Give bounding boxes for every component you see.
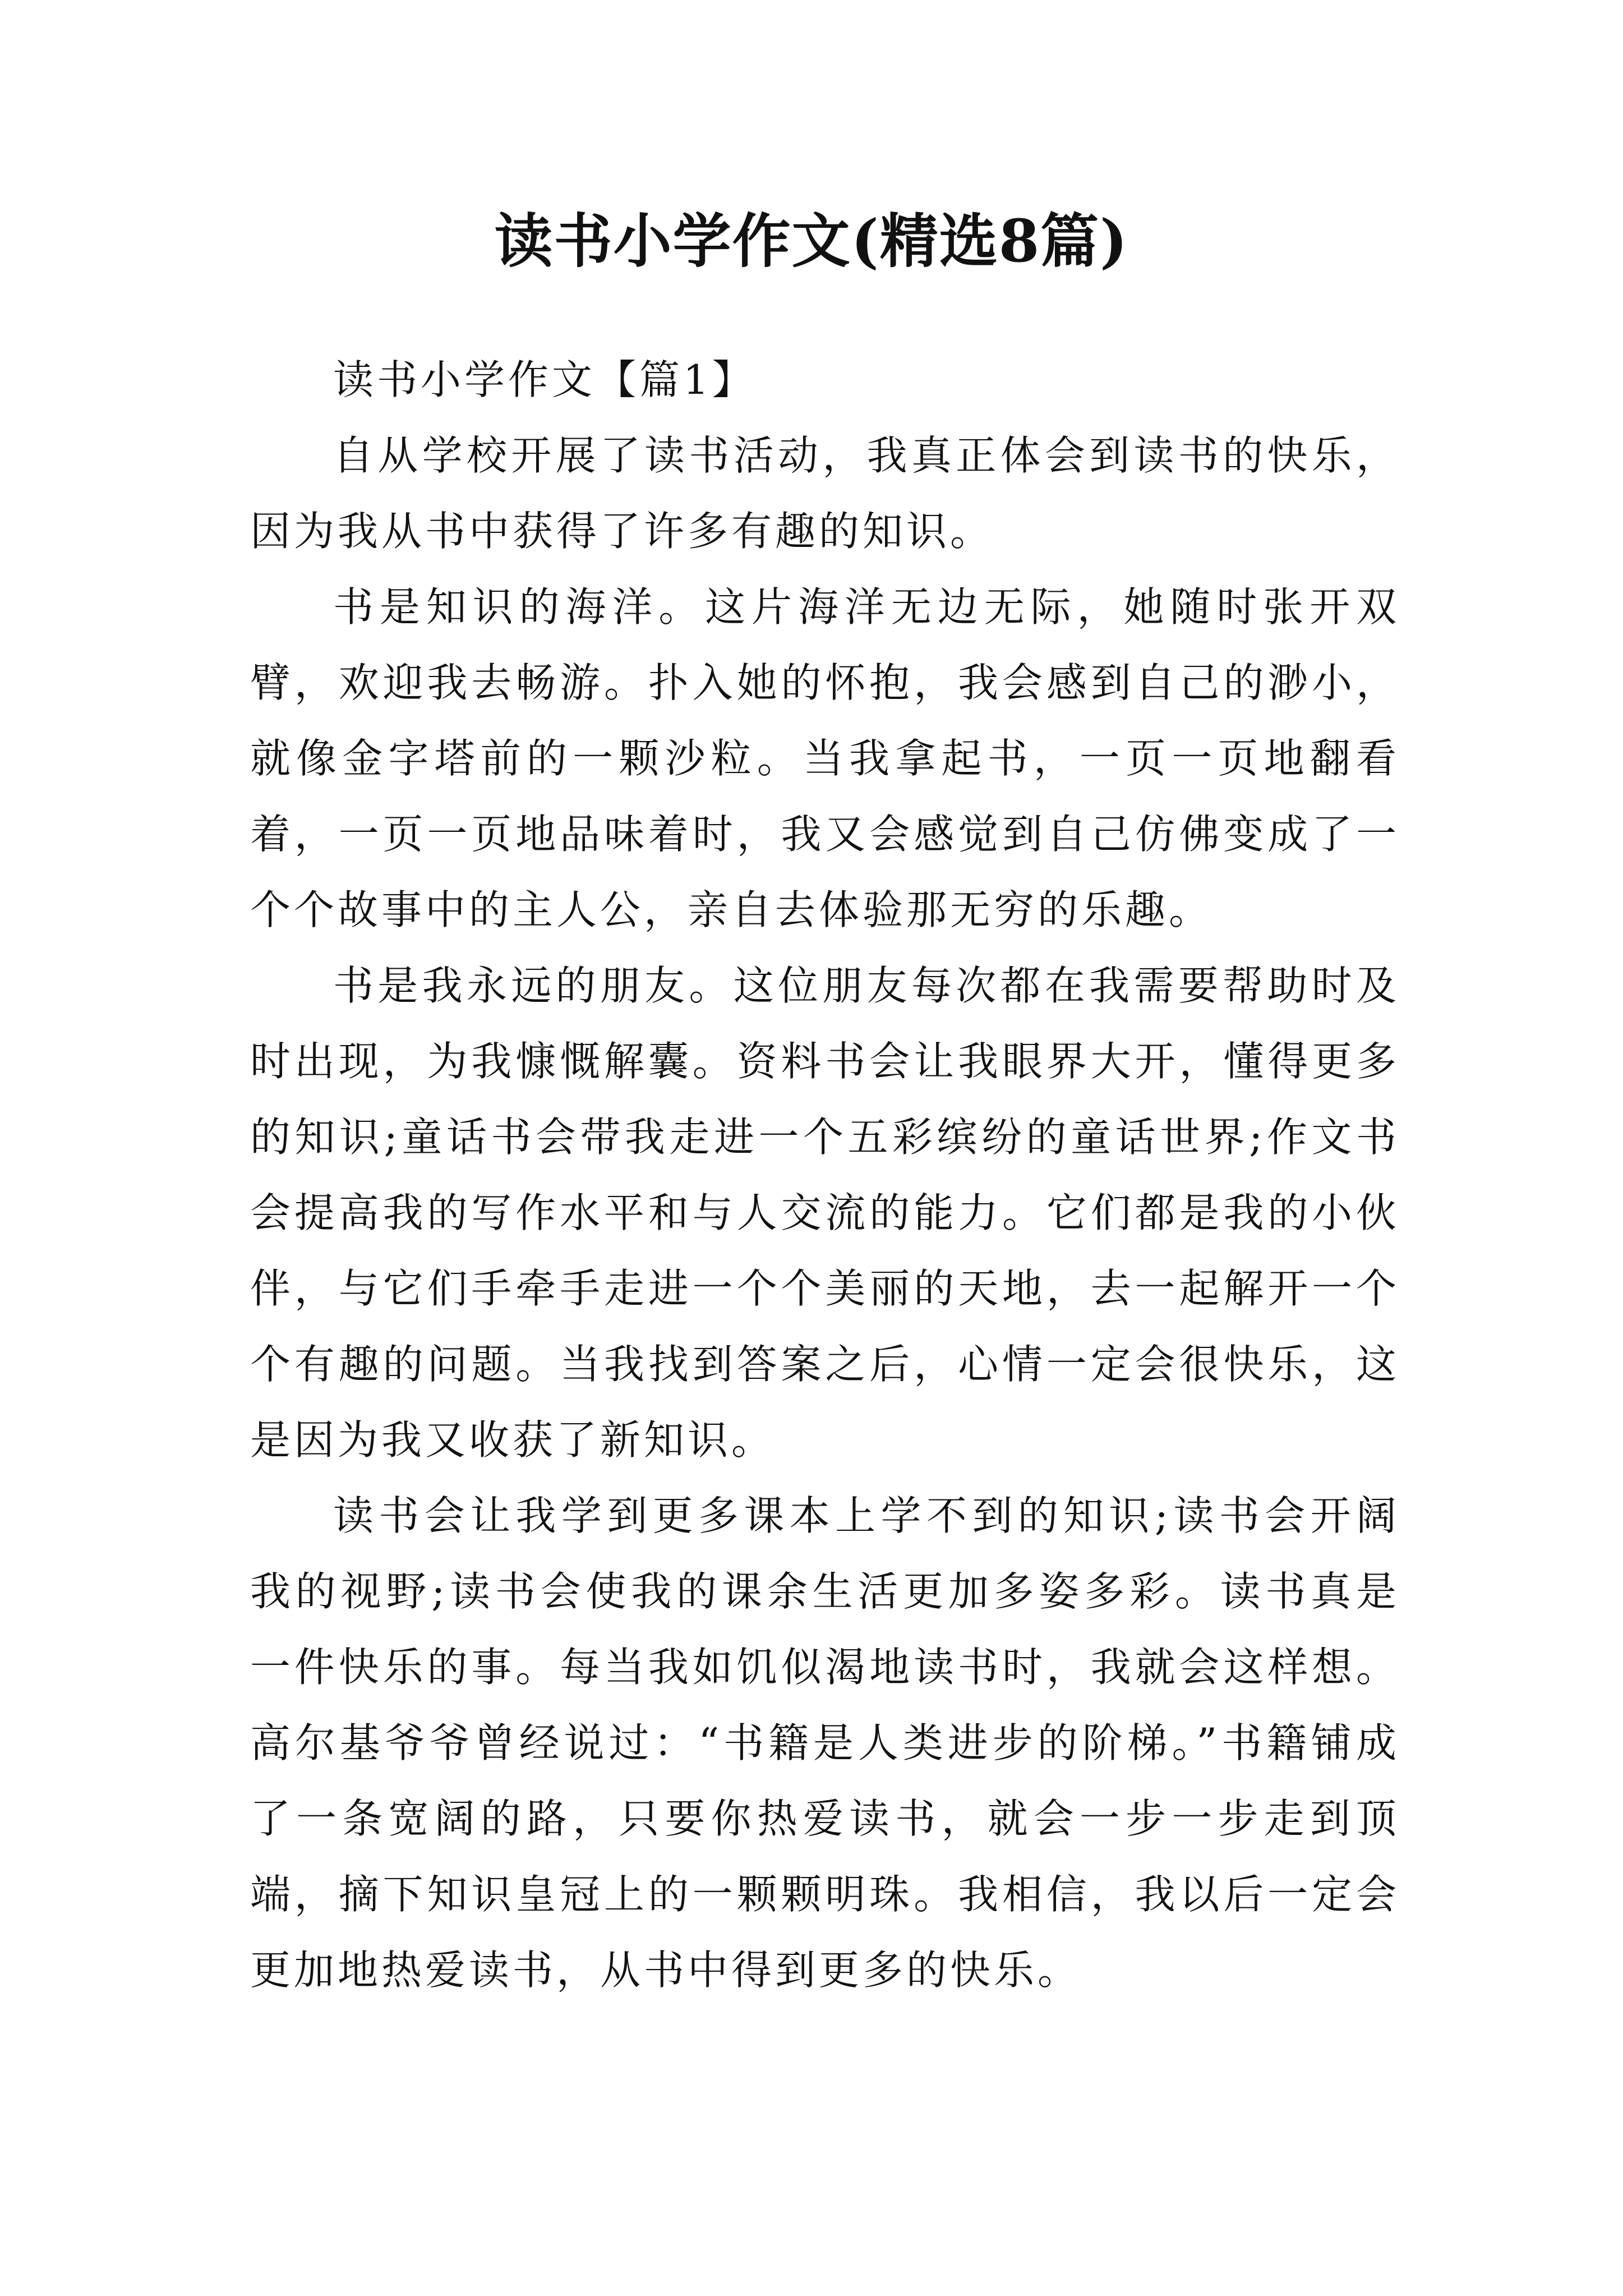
paragraph-4: 读书会让我学到更多课本上学不到的知识;读书会开阔我的视野;读书会使我的课余生活更加多姿多彩。读书真是一件快乐的事。每当我如饥似渴地读书时，我就会这样想。高尔基爷爷曾经说过：“书籍是人类进步的阶梯。”书籍铺成了一条宽阔的路，只要你热爱读书，就会一步一步走到顶端，摘下知识皇冠上的一颗颗明珠。我相信，我以后一定会更加地热爱读书，从书中得到更多的快乐。 xyxy=(250,1492,1400,1994)
section-heading: 读书小学作文【篇1】 xyxy=(333,356,756,403)
document-title: 读书小学作文(精选8篇) xyxy=(494,206,1129,275)
document-body xyxy=(250,342,1400,2008)
paragraph-1: 自从学校开展了读书活动，我真正体会到读书的快乐，因为我从书中获得了许多有趣的知识。 xyxy=(250,432,1400,555)
paragraph-2: 书是知识的海洋。这片海洋无边无际，她随时张开双臂，欢迎我去畅游。扑入她的怀抱，我会感到自己的渺小，就像金字塔前的一颗沙粒。当我拿起书，一页一页地翻看着，一页一页地品味着时，我又会感觉到自己仿佛变成了一个个故事中的主人公，亲自去体验那无穷的乐趣。 xyxy=(250,583,1400,933)
paragraph-3: 书是我永远的朋友。这位朋友每次都在我需要帮助时及时出现，为我慷慨解囊。资料书会让我眼界大开，懂得更多的知识;童话书会带我走进一个五彩缤纷的童话世界;作文书会提高我的写作水平和与人交流的能力。它们都是我的小伙伴，与它们手牵手走进一个个美丽的天地，去一起解开一个个有趣的问题。当我找到答案之后，心情一定会很快乐，这是因为我又收获了新知识。 xyxy=(250,962,1400,1464)
